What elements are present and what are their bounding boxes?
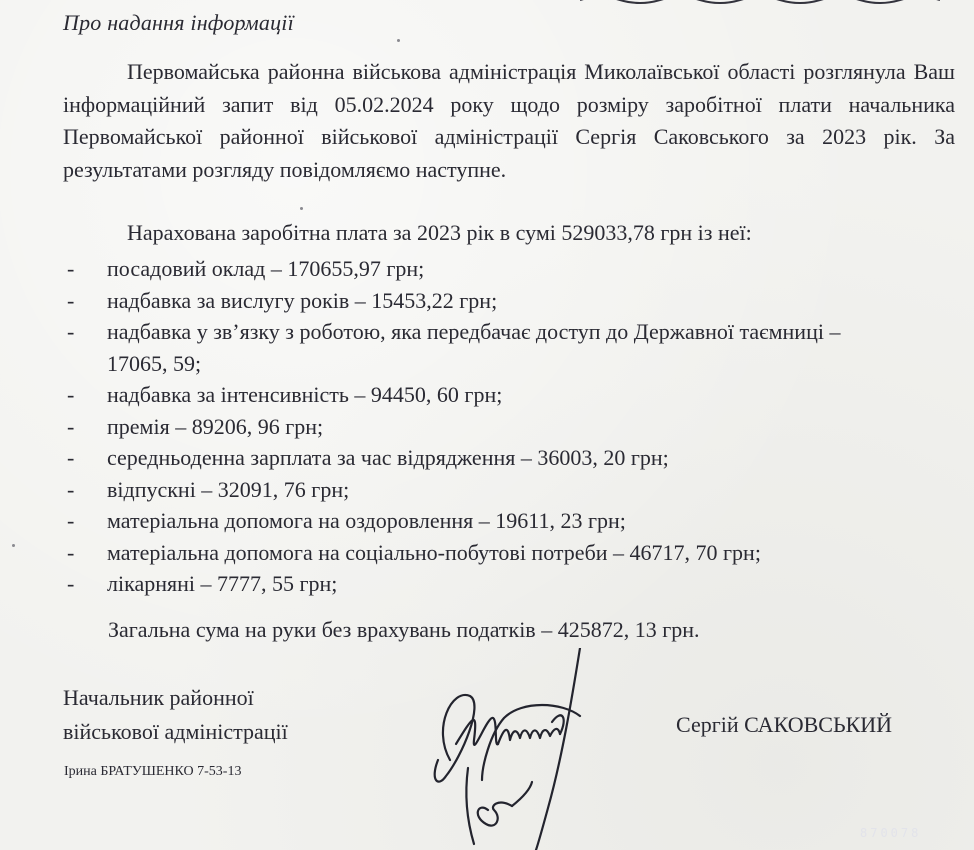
list-dash: -: [67, 256, 75, 281]
list-item-text: лікарняні – 7777, 55 грн;: [107, 571, 338, 596]
list-dash: -: [67, 287, 75, 313]
list-item-text: матеріальна допомога на соціально-побутові потреби – 46717, 70 грн;: [107, 539, 761, 565]
list-item-text: надбавка за інтенсивність – 94450, 60 грн;: [107, 382, 503, 407]
list-item-text: матеріальна допомога на оздоровлення – 19611, 23 грн;: [107, 508, 626, 533]
list-item: [63, 316, 943, 379]
list-dash: -: [67, 445, 75, 470]
cut-off-header-text: [580, 0, 960, 4]
list-dash: -: [67, 508, 75, 533]
signatory-title: [63, 681, 288, 749]
paper-speck: [300, 207, 303, 210]
document-subject: Про надання інформації: [63, 10, 294, 35]
list-dash: -: [67, 476, 75, 502]
accrued-salary-line: Нарахована заробітна плата за 2023 рік в сумі 529033,78 грн із неї:: [127, 220, 752, 245]
list-item: [63, 537, 943, 569]
list-item-text: надбавка у зв’язку з роботою, яка передбачає доступ до Державної таємниці – 17065, 59;: [107, 319, 841, 376]
list-item: [63, 442, 943, 474]
faint-page-mark: 870078: [860, 826, 922, 840]
list-dash: -: [67, 571, 75, 596]
list-item-text: відпускні – 32091, 76 грн;: [107, 476, 350, 502]
handwritten-signature: [412, 648, 642, 850]
list-item-text: надбавка за вислугу років – 15453,22 грн;: [107, 287, 498, 313]
list-item: [63, 285, 943, 317]
list-item: [63, 379, 943, 411]
body-paragraph: Первомайська районна військова адміністрація Миколаївської області розглянула Ваш інформаційний запит від 05.02.2024 року щодо розміру заробітної плати начальника Первомайської районної військової адміністрації Сергія Саковського за 2023 рік. За результатами розгляду повідомляємо наступне.: [63, 59, 955, 182]
list-item-text: посадовий оклад – 170655,97 грн;: [107, 256, 425, 281]
list-item: [63, 411, 943, 443]
list-item: [63, 474, 943, 506]
paper-speck: [397, 39, 400, 42]
list-item: [63, 505, 943, 537]
list-item: [63, 568, 943, 600]
signatory-title-line1: Начальник районної: [63, 685, 254, 710]
signatory-title-line2: військової адміністрації: [63, 719, 288, 744]
list-item: [63, 253, 943, 285]
paper-speck: [12, 544, 15, 547]
list-dash: -: [67, 319, 75, 344]
list-item-text: премія – 89206, 96 грн;: [107, 413, 324, 439]
executor-contact: Ірина БРАТУШЕНКО 7-53-13: [64, 764, 242, 779]
total-net-line: Загальна сума на руки без врахувань податків – 425872, 13 грн.: [108, 617, 700, 642]
signatory-name: Сергій САКОВСЬКИЙ: [676, 712, 893, 737]
list-dash: -: [67, 382, 75, 407]
salary-breakdown-list: [63, 253, 943, 600]
list-dash: -: [67, 413, 75, 439]
list-item-text: середньоденна зарплата за час відрядження – 36003, 20 грн;: [107, 445, 669, 470]
list-dash: -: [67, 539, 75, 565]
